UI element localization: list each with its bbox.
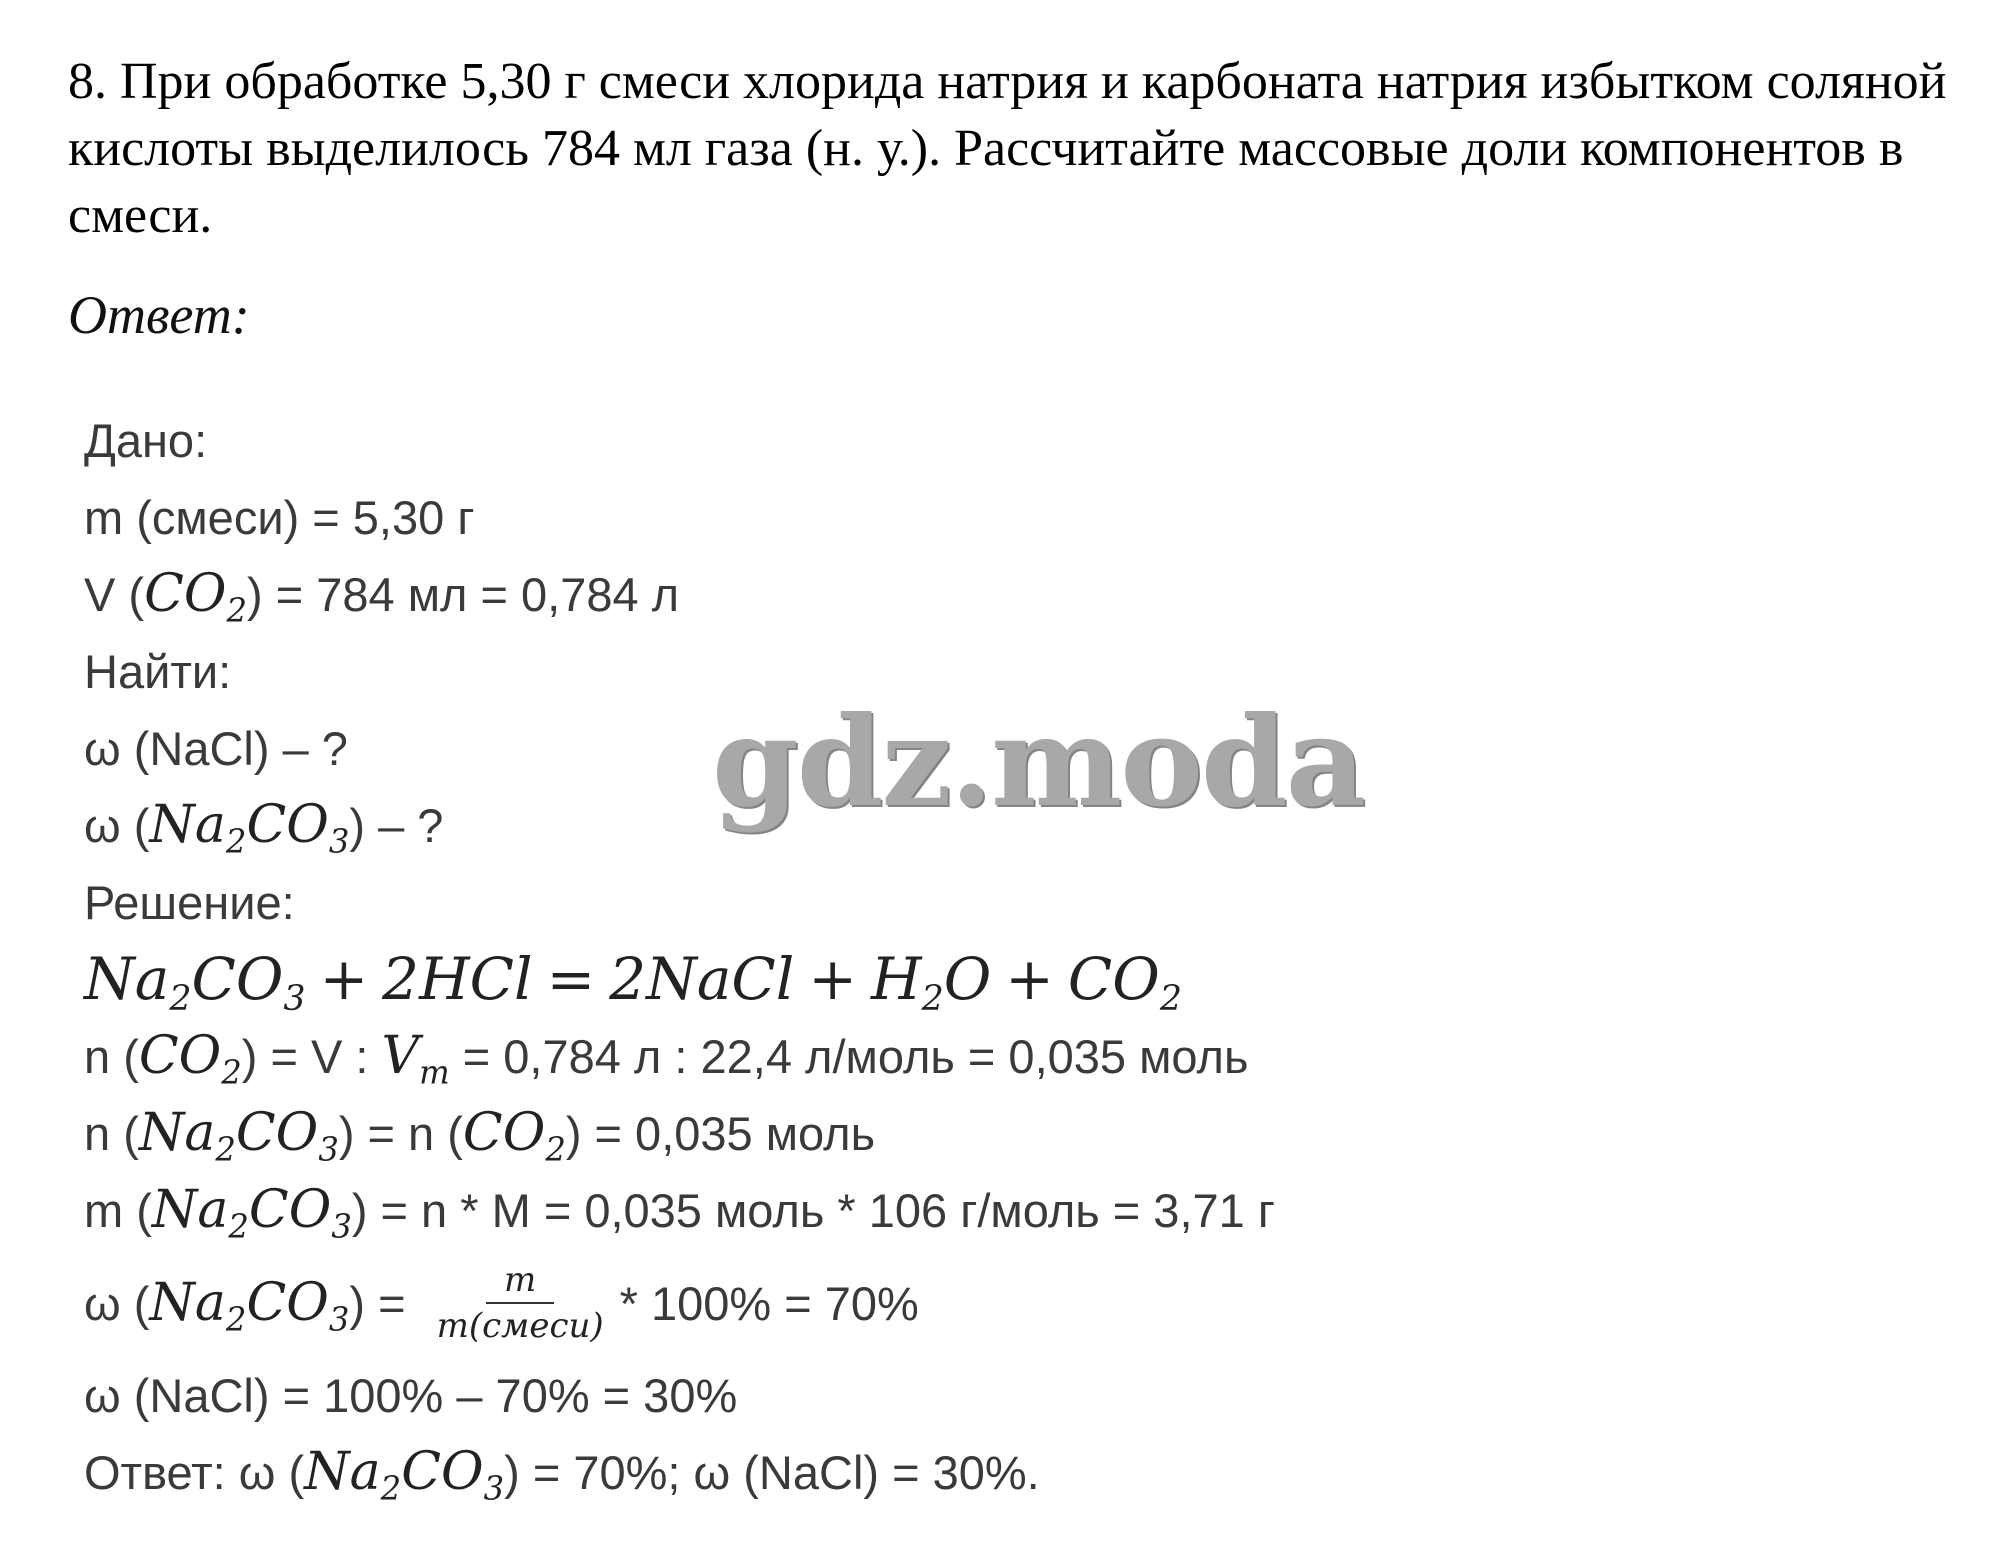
formula-co2: $CO_2$ (138, 1026, 242, 1092)
calc-m-na2co3: m $(Na_2CO_3) = n * M = 0,035$ моль * 106 г/моль = 3,71 г (84, 1180, 1275, 1246)
calc-n-co2: n $(CO_2) = V$ : $V_m = 0,784$ л : 22,4 л/моль = 0,035 моль (84, 1026, 1249, 1092)
reaction-equation: $Na_2CO_3 + 2HCl$ = 2NaCl + $H_2O + CO_2$ (84, 945, 1182, 1020)
calc-n-na2co3: n $(Na_2CO_3) = n$ $(CO_2) = 0,035$ моль (84, 1103, 876, 1169)
problem-statement: 8. При обработке 5,30 г смеси хлорида натрия и карбоната натрия избытком соляной кислоты выделилось 784 мл газа (н. у.). Рассчитайте массовые доли компонентов в смеси. (68, 53, 1947, 244)
solution-block (84, 402, 1275, 1511)
given-mass-mixture: m (смеси) = 5,30 г (84, 491, 475, 544)
fraction-numerator: m (486, 1260, 554, 1304)
volume-prefix: V ( (84, 568, 145, 621)
volume-suffix: ) = 784 мл = 0,784 л (247, 568, 680, 621)
find-omega-nacl: ω (NaCl) – ? (84, 722, 348, 775)
solution-label: Решение: (84, 876, 295, 929)
formula-co2: $CO_2$ (144, 564, 247, 630)
find-label: Найти: (84, 645, 232, 698)
final-answer: Ответ: ω $(Na_2CO_3) = 70\%$; ω (NaCl) = 30%. (84, 1442, 1040, 1508)
molar-volume-symbol: $V_m$ (381, 1026, 450, 1092)
mass-fraction (437, 1260, 604, 1346)
formula-co2: $CO_2$ (462, 1103, 566, 1169)
formula-na2co3: $Na_2CO_3$ (149, 795, 350, 861)
answer-label: Ответ: (68, 285, 250, 345)
formula-na2co3: $Na_2CO_3$ (138, 1103, 339, 1169)
given-volume-co2 (84, 556, 1275, 633)
watermark: gdz.moda (712, 690, 1364, 835)
find-omega-na2co3: ω $(Na_2CO_3)$ – ? (84, 795, 444, 861)
formula-na2co3: $Na_2CO_3$ (151, 1180, 352, 1246)
fraction-denominator: m(смеси) (436, 1306, 604, 1346)
formula-na2co3: $Na_2CO_3$ (304, 1442, 505, 1508)
given-label: Дано: (84, 414, 208, 467)
formula-na2co3: $Na_2CO_3$ (149, 1273, 350, 1339)
calc-omega-na2co3: ω ( $Na_2CO_3$ ) = $\frac{m}{\text{m(смеси)}}$ * 100% = 70% (84, 1260, 919, 1346)
calc-omega-nacl: ω (NaCl) = 100% – 70% = 30% (84, 1369, 738, 1422)
